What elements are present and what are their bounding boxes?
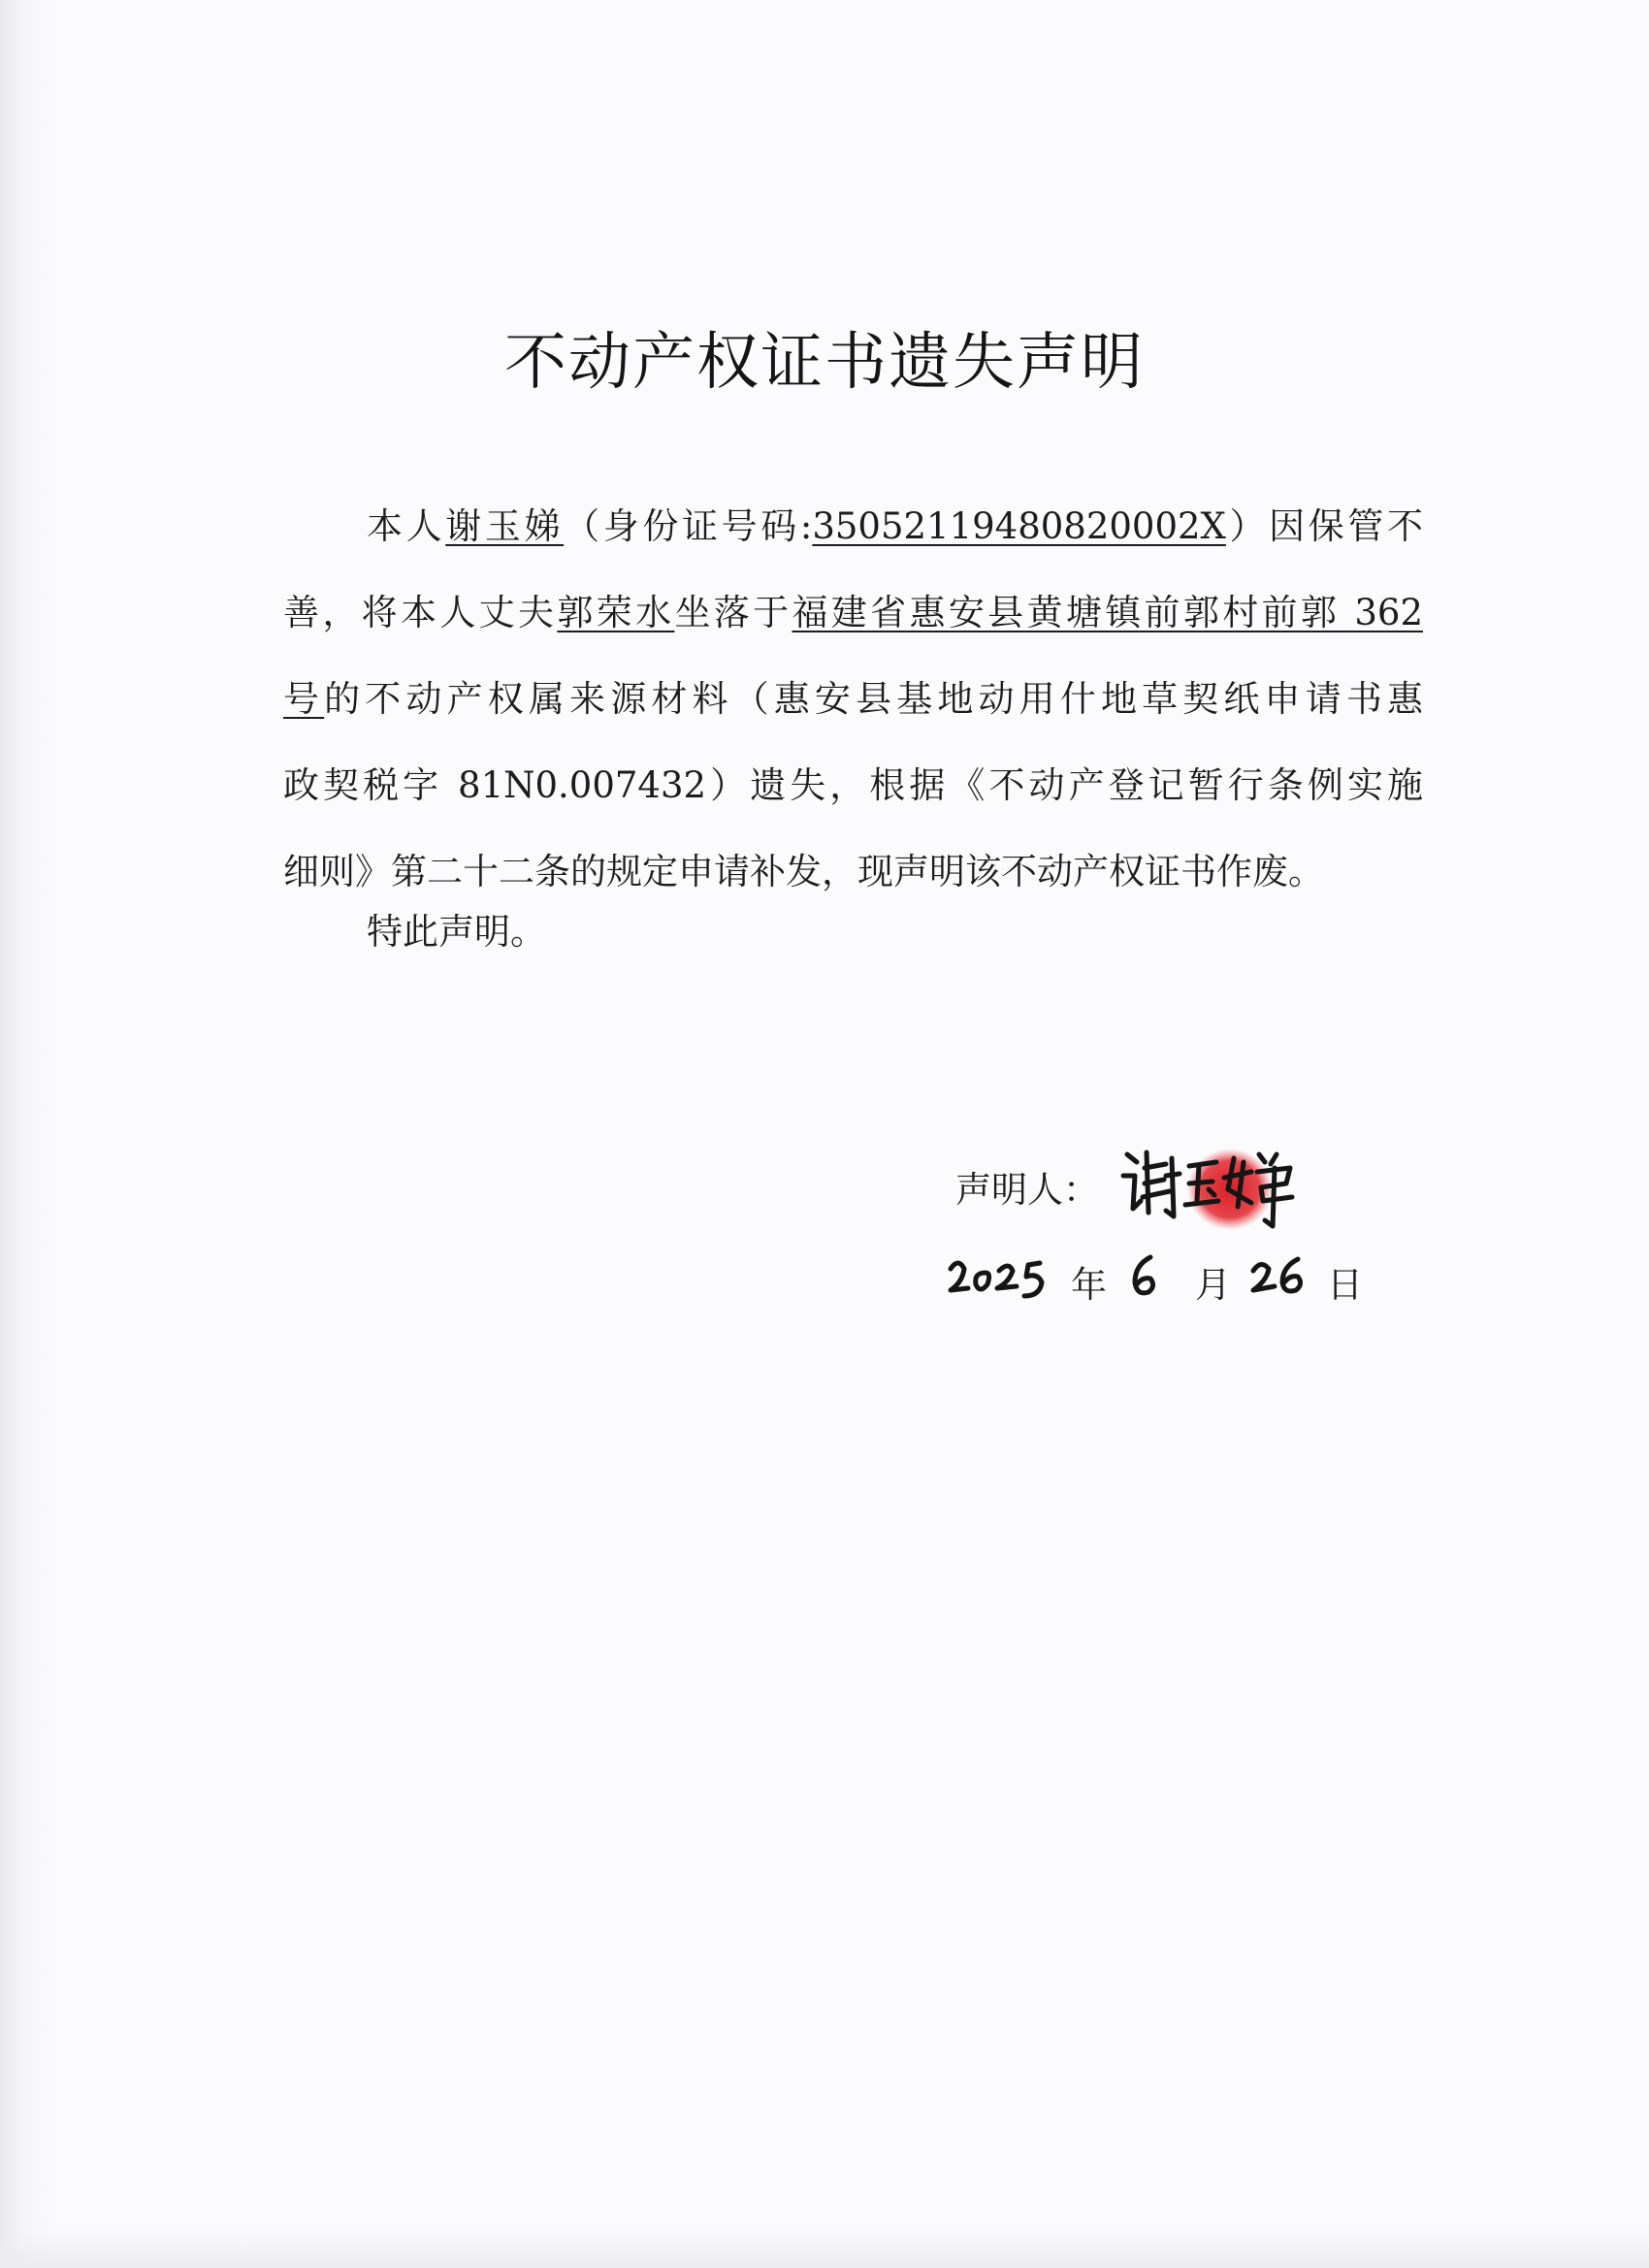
day-unit: 日 <box>1327 1264 1363 1306</box>
husband-name: 郭荣水 <box>557 592 675 633</box>
paragraph-line-4: 政契税字 81N0.007432）遗失，根据《不动产登记暂行条例实施 <box>283 764 1423 806</box>
property-address: 福建省惠安县黄塘镇前郭村前郭 362 <box>792 592 1423 633</box>
paragraph-line-2 <box>283 569 1423 656</box>
text-segment: 本人 <box>367 505 446 547</box>
id-number: 35052119480820002X <box>812 505 1226 547</box>
scan-bottom-shadow <box>0 2229 1649 2268</box>
month-handwriting <box>1121 1247 1170 1306</box>
text-segment: 善，将本人丈夫 <box>283 592 558 633</box>
declaration-date <box>941 1247 1406 1315</box>
month-unit: 月 <box>1195 1264 1231 1306</box>
property-address-end: 号 <box>283 678 325 720</box>
text-segment: ）因保管不 <box>1225 505 1423 547</box>
document-title: 不动产权证书遗失声明 <box>504 327 1145 399</box>
text-segment: 坐落于 <box>674 592 792 633</box>
declarant-name: 谢玉娣 <box>445 505 565 547</box>
handwritten-year <box>945 1247 1061 1306</box>
paragraph-line-5: 细则》第二十二条的规定申请补发，现声明该不动产权证书作废。 <box>283 851 1324 892</box>
closing-statement: 特此声明。 <box>367 911 546 953</box>
paragraph-line-3 <box>283 656 1423 742</box>
day-handwriting <box>1247 1247 1315 1306</box>
declaration-paragraph <box>283 483 1423 915</box>
handwritten-month <box>1121 1247 1170 1306</box>
paragraph-line-1 <box>283 483 1423 569</box>
text-segment: （身份证号码: <box>564 505 813 547</box>
text-segment: 的不动产权属来源材料（惠安县基地动用什地草契纸申请书惠 <box>324 678 1424 720</box>
handwritten-day <box>1247 1247 1315 1306</box>
year-unit: 年 <box>1071 1264 1107 1306</box>
signature-with-fingerprint <box>1116 1133 1310 1240</box>
year-handwriting <box>945 1247 1061 1306</box>
declarant-label: 声明人： <box>955 1169 1099 1211</box>
